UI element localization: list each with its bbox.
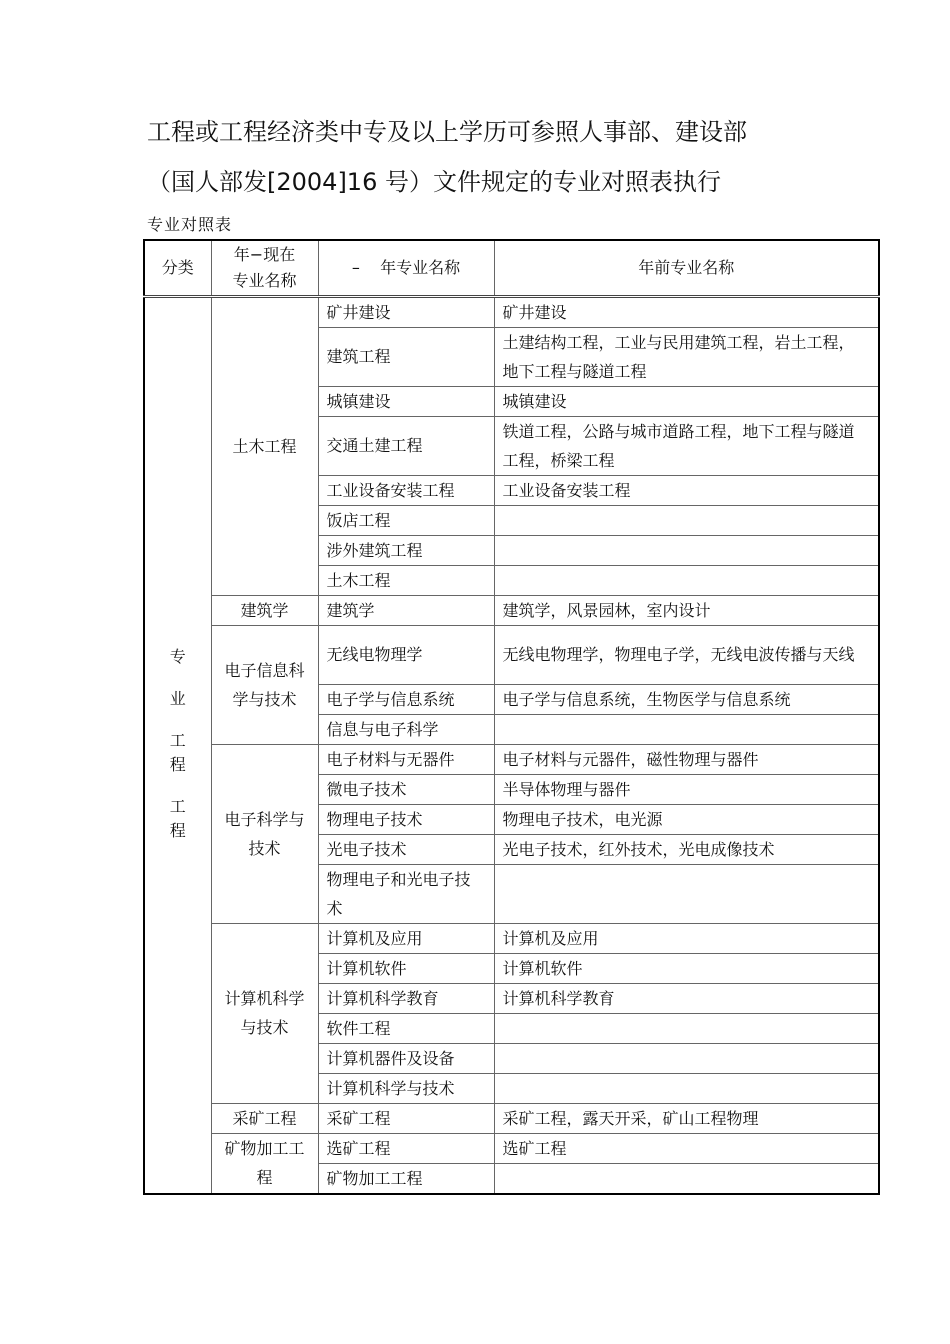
current-major-cell: 计算机科学教育 — [318, 983, 494, 1013]
group-name-cell: 矿物加工工程 — [211, 1133, 318, 1194]
current-major-cell: 微电子技术 — [318, 774, 494, 804]
current-major-cell: 建筑工程 — [318, 327, 494, 386]
current-major-cell: 电子学与信息系统 — [318, 684, 494, 714]
current-major-cell: 无线电物理学 — [318, 625, 494, 684]
group-name-cell: 采矿工程 — [211, 1103, 318, 1133]
header-current-major-line-2: 专业名称 — [232, 270, 297, 290]
previous-major-cell: 电子材料与元器件，磁性物理与器件 — [494, 744, 879, 774]
current-major-cell: 土木工程 — [318, 565, 494, 595]
table-row — [144, 296, 879, 327]
table-row — [144, 744, 879, 774]
document-title-line-1: 工程或工程经济类中专及以上学历可参照人事部、建设部 — [147, 118, 747, 146]
current-major-cell: 采矿工程 — [318, 1103, 494, 1133]
category-vertical-text — [167, 645, 189, 843]
group-name-cell: 土木工程 — [211, 296, 318, 595]
current-major-cell: 计算机科学与技术 — [318, 1073, 494, 1103]
header-mid-period-major: – 年专业名称 — [318, 240, 494, 296]
table-row — [144, 595, 879, 625]
table-row — [144, 923, 879, 953]
previous-major-cell — [494, 565, 879, 595]
category-spacer — [167, 777, 189, 795]
current-major-cell: 电子材料与无器件 — [318, 744, 494, 774]
table-row — [144, 1103, 879, 1133]
group-name-cell: 计算机科学与技术 — [211, 923, 318, 1103]
previous-major-cell — [494, 1013, 879, 1043]
current-major-cell: 信息与电子科学 — [318, 714, 494, 744]
category-char: 工 — [169, 797, 186, 816]
previous-major-cell: 土建结构工程，工业与民用建筑工程，岩土工程，地下工程与隧道工程 — [494, 327, 879, 386]
header-current-major-line-1: 年−现在 — [233, 244, 296, 264]
category-char: 专 — [169, 647, 186, 666]
previous-major-cell: 建筑学，风景园林，室内设计 — [494, 595, 879, 625]
previous-major-cell: 光电子技术，红外技术，光电成像技术 — [494, 834, 879, 864]
group-name-cell: 建筑学 — [211, 595, 318, 625]
table-body — [144, 296, 879, 1194]
category-spacer — [167, 669, 189, 687]
current-major-cell: 物理电子技术 — [318, 804, 494, 834]
previous-major-cell: 采矿工程，露天开采，矿山工程物理 — [494, 1103, 879, 1133]
current-major-cell: 工业设备安装工程 — [318, 475, 494, 505]
current-major-cell: 矿井建设 — [318, 296, 494, 327]
current-major-cell: 计算机器件及设备 — [318, 1043, 494, 1073]
previous-major-cell — [494, 535, 879, 565]
previous-major-cell: 半导体物理与器件 — [494, 774, 879, 804]
previous-major-cell: 无线电物理学，物理电子学，无线电波传播与天线 — [494, 625, 879, 684]
current-major-cell: 光电子技术 — [318, 834, 494, 864]
table-row — [144, 1133, 879, 1163]
current-major-cell: 软件工程 — [318, 1013, 494, 1043]
major-comparison-table — [143, 239, 880, 1195]
table-row — [144, 625, 879, 684]
previous-major-cell: 矿井建设 — [494, 296, 879, 327]
category-char: 业 — [169, 689, 186, 708]
previous-major-cell: 选矿工程 — [494, 1133, 879, 1163]
header-previous-major: 年前专业名称 — [494, 240, 879, 296]
current-major-cell: 建筑学 — [318, 595, 494, 625]
previous-major-cell — [494, 1163, 879, 1194]
previous-major-cell: 工业设备安装工程 — [494, 475, 879, 505]
header-current-major — [211, 240, 318, 296]
previous-major-cell: 物理电子技术，电光源 — [494, 804, 879, 834]
header-category: 分类 — [144, 240, 211, 296]
group-name-cell: 电子信息科学与技术 — [211, 625, 318, 744]
category-spacer — [167, 711, 189, 729]
previous-major-cell: 铁道工程，公路与城市道路工程，地下工程与隧道工程，桥梁工程 — [494, 416, 879, 475]
table-header-row — [144, 240, 879, 296]
previous-major-cell: 计算机及应用 — [494, 923, 879, 953]
previous-major-cell: 计算机科学教育 — [494, 983, 879, 1013]
group-name-cell: 电子科学与技术 — [211, 744, 318, 923]
previous-major-cell — [494, 1073, 879, 1103]
document-title-line-2: （国人部发[2004]16 号）文件规定的专业对照表执行 — [147, 168, 721, 196]
previous-major-cell: 电子学与信息系统，生物医学与信息系统 — [494, 684, 879, 714]
current-major-cell: 选矿工程 — [318, 1133, 494, 1163]
current-major-cell: 城镇建设 — [318, 386, 494, 416]
category-cell — [144, 296, 211, 1194]
current-major-cell: 物理电子和光电子技术 — [318, 864, 494, 923]
previous-major-cell — [494, 1043, 879, 1073]
previous-major-cell: 计算机软件 — [494, 953, 879, 983]
previous-major-cell — [494, 864, 879, 923]
category-char: 程 — [169, 821, 186, 840]
category-char: 工 — [169, 731, 186, 750]
category-char: 程 — [169, 755, 186, 774]
previous-major-cell: 城镇建设 — [494, 386, 879, 416]
current-major-cell: 计算机及应用 — [318, 923, 494, 953]
current-major-cell: 涉外建筑工程 — [318, 535, 494, 565]
table-caption: 专业对照表 — [147, 215, 233, 234]
current-major-cell: 矿物加工工程 — [318, 1163, 494, 1194]
previous-major-cell — [494, 505, 879, 535]
current-major-cell: 计算机软件 — [318, 953, 494, 983]
current-major-cell: 饭店工程 — [318, 505, 494, 535]
current-major-cell: 交通土建工程 — [318, 416, 494, 475]
previous-major-cell — [494, 714, 879, 744]
